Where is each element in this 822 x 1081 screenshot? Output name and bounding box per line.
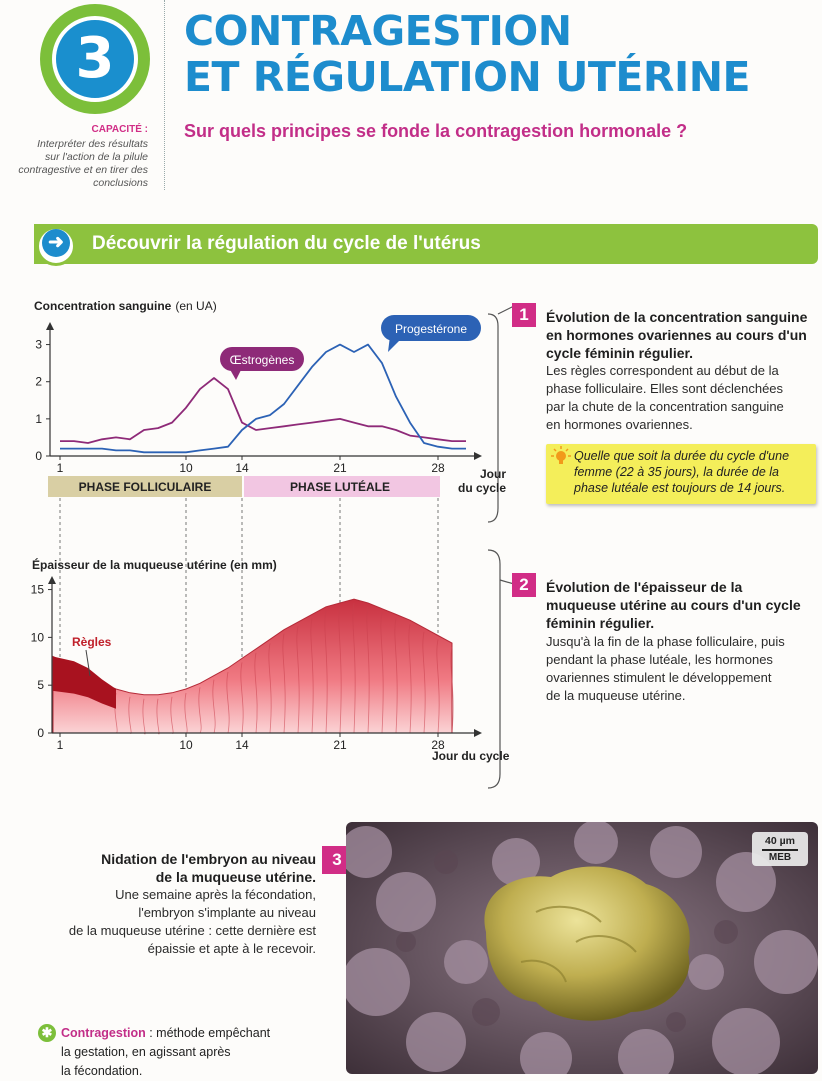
capacity-line: contragestive et en tirer des bbox=[18, 164, 148, 176]
doc3-number: 3 bbox=[332, 850, 342, 869]
mucosa-y-tick-label: 10 bbox=[30, 630, 44, 645]
arrow-right-icon: ➜ bbox=[42, 229, 70, 257]
definition-block bbox=[61, 1024, 331, 1081]
mucosa-x-axis-arrow bbox=[474, 729, 482, 737]
definition-term: Contragestion bbox=[61, 1026, 146, 1040]
doc2-title-line: muqueuse utérine au cours d'un cycle bbox=[546, 597, 801, 613]
page-title-line1: CONTRAGESTION bbox=[184, 7, 572, 55]
doc3-body-line: épaissie et apte à le recevoir. bbox=[147, 941, 316, 956]
mucosa-x-tick-label: 10 bbox=[179, 738, 193, 752]
header-divider bbox=[164, 0, 165, 190]
estrogen-label: Œstrogènes bbox=[229, 353, 295, 367]
embryo-micrograph bbox=[346, 822, 818, 1074]
doc2-body-line: Jusqu'à la fin de la phase folliculaire, puis bbox=[546, 634, 785, 649]
hormone-xlabel-line1: Jour bbox=[480, 467, 507, 481]
hormone-y-axis-arrow bbox=[46, 322, 54, 330]
definition-line1-text: méthode empêchant bbox=[156, 1026, 271, 1040]
hormone-x-tick-label: 28 bbox=[431, 461, 445, 475]
scale-label: MEB bbox=[768, 852, 792, 863]
mucosa-x-tick-label: 21 bbox=[333, 738, 347, 752]
definition-line1 bbox=[61, 1024, 331, 1043]
doc2-title-line: Évolution de l'épaisseur de la bbox=[546, 579, 743, 595]
hint-line: phase lutéale est toujours de 14 jours. bbox=[574, 481, 786, 495]
mucosa-xlabel: Jour du cycle bbox=[432, 749, 510, 763]
embryo-micrograph-image bbox=[346, 822, 818, 1074]
doc2-body-line: de la muqueuse utérine. bbox=[546, 688, 686, 703]
phase-follicular-label: PHASE FOLLICULAIRE bbox=[78, 480, 212, 494]
progesterone-bubble bbox=[381, 315, 481, 352]
mucosa-x-tick-label: 1 bbox=[56, 738, 64, 752]
banner-title: Découvrir la régulation du cycle de l'utérus bbox=[92, 233, 481, 254]
doc2-body bbox=[546, 633, 818, 705]
doc3-title-line: de la muqueuse utérine. bbox=[155, 869, 316, 885]
doc2-title-line: féminin régulier. bbox=[546, 615, 655, 631]
definition-separator: : bbox=[145, 1026, 157, 1040]
asterisk-icon: ✱ bbox=[38, 1024, 56, 1042]
progesterone-label: Progestérone bbox=[394, 322, 468, 336]
doc1-title bbox=[546, 308, 818, 362]
capacity-line: sur l'action de la pilule bbox=[45, 151, 148, 163]
doc2-body-line: pendant la phase lutéale, les hormones bbox=[546, 652, 773, 667]
hint-line: Quelle que soit la durée du cycle d'une bbox=[574, 449, 790, 463]
capacity-line: conclusions bbox=[93, 177, 148, 189]
doc3-title bbox=[40, 850, 316, 886]
mucosa-y-tick-label: 0 bbox=[37, 726, 44, 740]
mucosa-y-axis-arrow bbox=[48, 576, 56, 584]
doc1-number-badge: 1 bbox=[512, 303, 536, 327]
hormone-y-tick-label: 3 bbox=[35, 337, 42, 352]
hormone-chart bbox=[34, 299, 506, 497]
mucosa-chart bbox=[31, 557, 510, 763]
hormone-y-tick-label: 1 bbox=[35, 411, 42, 426]
hormone-x-tick-label: 21 bbox=[333, 461, 347, 475]
capacity-text bbox=[10, 138, 148, 190]
hormone-chart-ylabel: Concentration sanguine (en UA) bbox=[34, 299, 217, 313]
doc2-title bbox=[546, 578, 818, 632]
chapter-number: 3 bbox=[52, 16, 138, 102]
phase-luteal-label: PHASE LUTÉALE bbox=[289, 480, 391, 494]
page-title bbox=[184, 8, 750, 100]
doc1-title-line: cycle féminin régulier. bbox=[546, 345, 694, 361]
doc3-body-line: Une semaine après la fécondation, bbox=[115, 887, 316, 902]
doc1-body-line: Les règles correspondent au début de la bbox=[546, 363, 779, 378]
mucosa-x-tick-label: 14 bbox=[235, 738, 249, 752]
hormone-x-axis-arrow bbox=[474, 452, 482, 460]
hormone-xlabel-line2: du cycle bbox=[458, 481, 507, 495]
doc1-body bbox=[546, 362, 818, 434]
hormone-y-tick-label: 2 bbox=[35, 374, 42, 389]
definition-line2: la gestation, en agissant après bbox=[61, 1045, 231, 1059]
scale-box bbox=[752, 832, 808, 866]
definition-line3: la fécondation. bbox=[61, 1064, 143, 1078]
scale-value: 40 µm bbox=[765, 835, 795, 847]
mucosa-y-tick-label: 5 bbox=[37, 678, 44, 693]
doc3-body-line: l'embryon s'implante au niveau bbox=[138, 905, 316, 920]
doc1-title-line: Évolution de la concentration sanguine bbox=[546, 309, 808, 325]
mucosa-chart-ylabel: Épaisseur de la muqueuse utérine (en mm) bbox=[32, 558, 277, 572]
doc3-body-line: de la muqueuse utérine : cette dernière est bbox=[68, 923, 316, 938]
mucosa-area bbox=[53, 599, 452, 733]
hormone-x-tick-label: 1 bbox=[56, 461, 64, 475]
doc3-title-line: Nidation de l'embryon au niveau bbox=[101, 851, 316, 867]
mucosa-y-tick-label: 15 bbox=[30, 582, 44, 597]
page-title-line2: ET RÉGULATION UTÉRINE bbox=[184, 53, 751, 101]
hormone-x-tick-label: 14 bbox=[235, 461, 249, 475]
doc1-body-line: phase folliculaire. Elles sont déclenchées bbox=[546, 381, 784, 396]
hormone-x-tick-label: 10 bbox=[179, 461, 193, 475]
capacity-line: Interpréter des résultats bbox=[37, 138, 148, 150]
doc1-title-line: en hormones ovariennes au cours d'un bbox=[546, 327, 807, 343]
regles-annotation: Règles bbox=[72, 635, 112, 649]
doc2-body-line: ovariennes stimulent le développement bbox=[546, 670, 772, 685]
scale-bar bbox=[762, 849, 798, 851]
hormone-y-tick-label: 0 bbox=[35, 449, 42, 463]
doc1-body-line: par la chute de la concentration sanguine bbox=[546, 399, 784, 414]
estrogen-line bbox=[60, 378, 466, 443]
estrogen-bubble bbox=[220, 347, 304, 380]
doc2-number-badge: 2 bbox=[512, 573, 536, 597]
doc3-body bbox=[40, 886, 316, 958]
hint-text bbox=[574, 448, 814, 496]
doc1-body-line: en hormones ovariennes. bbox=[546, 417, 693, 432]
section-question: Sur quels principes se fonde la contragestion hormonale ? bbox=[184, 121, 688, 141]
lightbulb-icon bbox=[550, 446, 572, 468]
mucosa-x-tick-label: 28 bbox=[431, 738, 445, 752]
hint-line: femme (22 à 35 jours), la durée de la bbox=[574, 465, 779, 479]
capacity-label: CAPACITÉ : bbox=[91, 124, 148, 135]
